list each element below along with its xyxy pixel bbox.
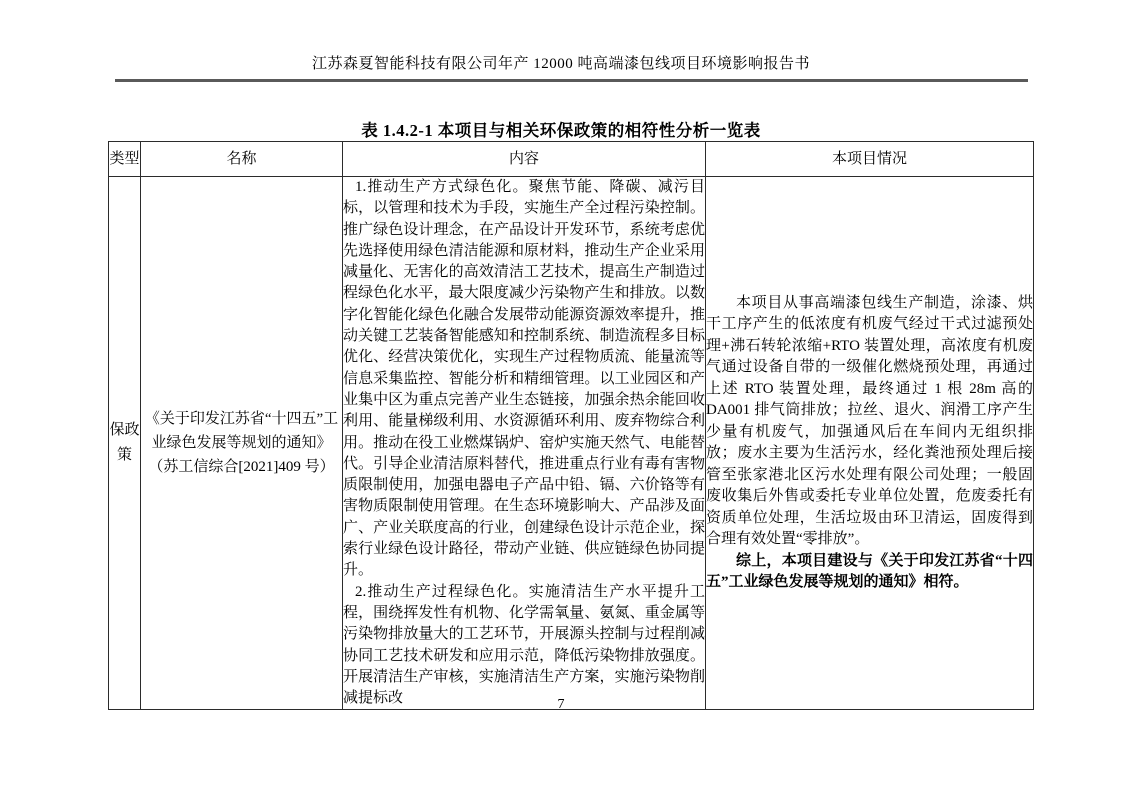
page-number: 7 <box>557 697 565 712</box>
column-header-name: 名称 <box>141 142 343 177</box>
column-header-content: 内容 <box>343 142 706 177</box>
policy-content-paragraph-1: 1.推动生产方式绿色化。聚焦节能、降碳、减污目标，以管理和技术为手段，实施生产全过程污染控制。推广绿色设计理念，在产品设计开发环节，系统考虑优先选择使用绿色清洁能源和原材料，推动生产企业采用减量化、无害化的高效清洁工艺技术，提高生产制造过程绿色化水平，最大限度减少污染物产生和排放。以数字化智能化绿色化融合发展带动能源资源效率提升，推动关键工艺装备智能感知和控制系统、制造流程多目标优化、经营决策优化，实现生产过程物质流、能量流等信息采集监控、智能分析和精细管理。以工业园区和产业集中区为重点完善产业生态链接，加强余热余能回收利用、能量梯级利用、水资源循环利用、废弃物综合利用。推动在役工业燃煤锅炉、窑炉实施天然气、电能替代。引导企业清洁原料替代，推进重点行业有毒有害物质限制使用，加强电器电子产品中铅、镉、六价铬等有害物质限制使用管理。在生态环境影响大、产品涉及面广、产业关联度高的行业，创建绿色设计示范企业，探索行业绿色设计路径，带动产业链、供应链绿色协同提升。 <box>343 179 705 579</box>
table-title: 表 1.4.2-1 本项目与相关环保政策的相符性分析一览表 <box>361 121 761 140</box>
document-header-title: 江苏森夏智能科技有限公司年产 12000 吨高端漆包线项目环境影响报告书 <box>311 56 810 72</box>
header-rule-divider <box>115 79 1028 82</box>
table-header-row <box>109 142 1034 177</box>
project-status-paragraph: 本项目从事高端漆包线生产制造，涂漆、烘干工序产生的低浓度有机废气经过干式过滤预处理+沸石转轮浓缩+RTO 装置处理，高浓度有机废气通过设备自带的一级催化燃烧预处理，再通过上述 RTO 装置处理，最终通过 1 根 28m 高的 DA001 排气筒排放；拉丝、退火、润滑工序产生少量有机废气，加强通风后在车间内无组织排放；废水主要为生活污水，经化粪池预处理后接管至张家港北区污水处理有限公司处理；一般固废收集后外售或委托专业单位处置，危废委托有资质单位处理，生活垃圾由环卫清运，固废得到合理有效处置“零排放”。 <box>706 294 1033 548</box>
project-status-conclusion: 综上，本项目建设与《关于印发江苏省“十四五”工业绿色发展等规划的通知》相符。 <box>706 552 1033 591</box>
cell-policy-name: 《关于印发江苏省“十四五”工业绿色发展等规划的通知》（苏工信综合[2021]409 号） <box>141 177 343 710</box>
column-header-type: 类型 <box>109 142 141 177</box>
cell-policy-content <box>343 177 706 710</box>
compliance-analysis-table <box>108 141 1034 710</box>
policy-content-paragraph-2: 2.推动生产过程绿色化。实施清洁生产水平提升工程，围绕挥发性有机物、化学需氧量、氨氮、重金属等污染物排放量大的工艺环节，开展源头控制与过程削减协同工艺技术研发和应用示范，降低污染物排放强度。开展清洁生产审核，实施清洁生产方案，实施污染物削减提标改 <box>343 583 705 707</box>
table-row <box>109 177 1034 710</box>
cell-project-status <box>706 177 1034 710</box>
cell-policy-type: 保政策 <box>109 177 141 710</box>
column-header-project-status: 本项目情况 <box>706 142 1034 177</box>
